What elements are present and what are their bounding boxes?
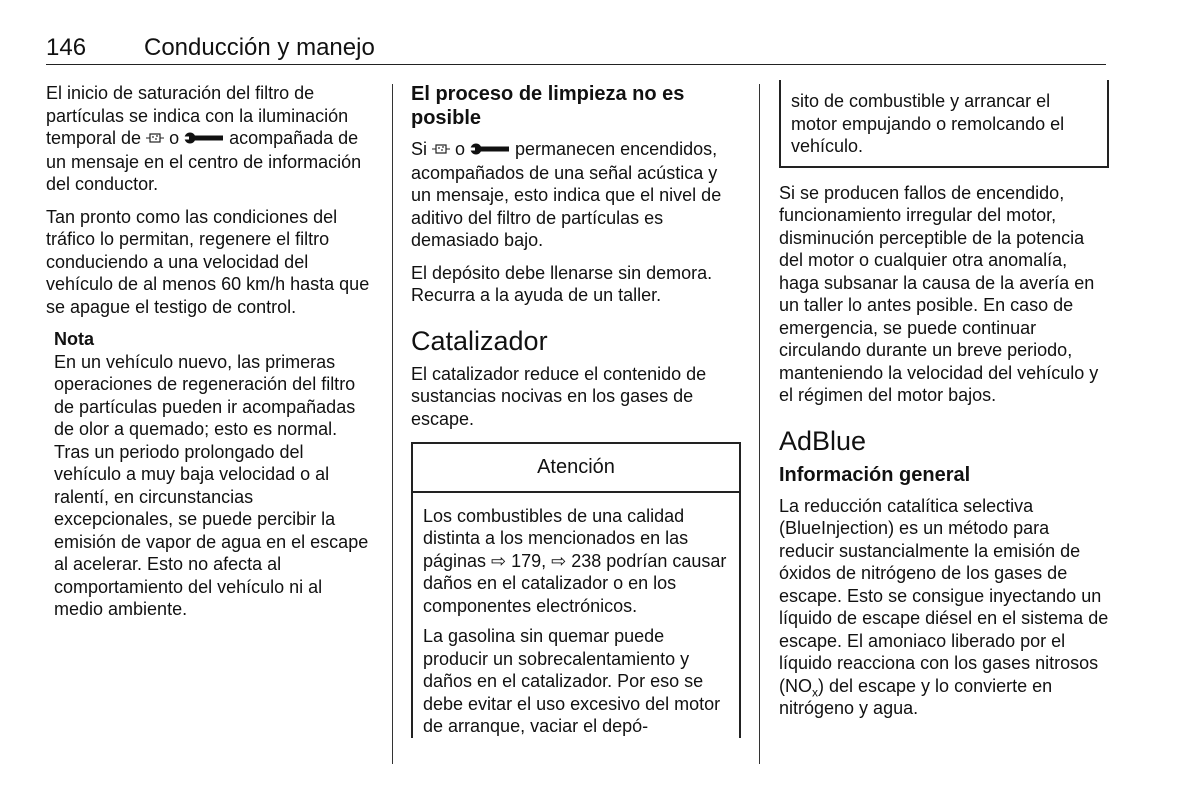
column-divider-2 bbox=[759, 84, 760, 764]
warning-paragraph-1: Los combustibles de una calidad distinta a los mencionados en las páginas ⇨ 179, ⇨ 238 podrían causar daños en el catalizador o en los componentes electrónicos. bbox=[423, 505, 727, 616]
section-title-catalizador: Catalizador bbox=[411, 325, 548, 356]
page-header bbox=[46, 34, 1106, 65]
column-3 bbox=[779, 80, 1109, 730]
paragraph-deposit: El depósito debe llenarse sin demora. Recurra a la ayuda de un taller. bbox=[411, 262, 713, 305]
wrench-icon bbox=[184, 128, 224, 151]
column-1 bbox=[46, 82, 374, 621]
subheading-general-info: Información general bbox=[779, 463, 971, 486]
particle-filter-icon bbox=[146, 128, 164, 151]
note-box bbox=[54, 328, 374, 621]
paragraph-saturation: El inicio de saturación del filtro de partículas se indica con la iluminación temporal de o acompañada de un mensaje en el centro de información del conductor. bbox=[46, 83, 362, 194]
paragraph-catalizador: El catalizador reduce el contenido de sustancias nocivas en los gases de escape. bbox=[411, 363, 707, 429]
paragraph-adblue: La reducción catalítica selectiva (BlueInjection) es un método para reducir sustancialmente la emisión de óxidos de nitrógeno de los gases de escape. Esto se consigue inyectando un líquido de escape diésel en el sistema de escape. El amoniaco liberado por el líquido reacciona con los gases nitrosos $(NO_x)$ del escape y lo convierte en nitrógeno y agua. bbox=[779, 495, 1109, 718]
section-title-adblue: AdBlue bbox=[779, 425, 867, 456]
particle-filter-icon bbox=[432, 139, 450, 162]
paragraph-cleaning: Si o permanecen encendidos, acompañados de una señal acústica y un mensaje, esto indica que el nivel de aditivo del filtro de partículas es demasiado bajo. bbox=[411, 139, 722, 250]
warning-body bbox=[413, 493, 739, 738]
subscript-x: x bbox=[812, 685, 818, 700]
warning-title: Atención bbox=[413, 444, 739, 493]
wrench-icon bbox=[470, 139, 510, 162]
column-2 bbox=[411, 82, 741, 746]
note-text: En un vehículo nuevo, las primeras operaciones de regeneración del filtro de partículas pueden ir acompañadas de olor a quemado; esto es normal. Tras un periodo prolongado del vehículo a muy baja velocidad o al ralentí, en circunstancias excepcionales, se puede percibir la emisión de vapor de agua en el escape al acelerar. Esto no afecta al comportamiento del vehículo ni al medio ambiente. bbox=[54, 351, 369, 619]
page-number: 146 bbox=[46, 34, 87, 61]
paragraph-misfire: Si se producen fallos de encendido, funcionamiento irregular del motor, disminución perceptible de la potencia del motor o cualquier otra anomalía, haga subsanar la causa de la avería en un taller lo antes posible. En caso de emergencia, se puede continuar circulando durante un breve periodo, manteniendo la velocidad del vehículo y el régimen del motor bajos. bbox=[779, 182, 1099, 405]
note-title: Nota bbox=[54, 329, 94, 349]
column-divider-1 bbox=[392, 84, 393, 764]
warning-box bbox=[411, 442, 741, 738]
warning-continuation-box bbox=[779, 80, 1109, 168]
chapter-title: Conducción y manejo bbox=[144, 34, 375, 61]
paragraph-regenerate: Tan pronto como las condiciones del tráfico lo permitan, regenere el filtro conduciendo a una velocidad del vehículo de al menos 60 km/h hasta que se apague el testigo de control. bbox=[46, 206, 370, 317]
warning-paragraph-2: La gasolina sin quemar puede producir un sobrecalentamiento y daños en el catalizador. Por eso se debe evitar el uso excesivo del motor de arranque, vaciar el depó- bbox=[423, 626, 721, 736]
warning-continuation-text: sito de combustible y arrancar el motor empujando o remolcando el vehículo. bbox=[791, 91, 1065, 156]
cleaning-heading: El proceso de limpieza no es posible bbox=[411, 83, 685, 129]
